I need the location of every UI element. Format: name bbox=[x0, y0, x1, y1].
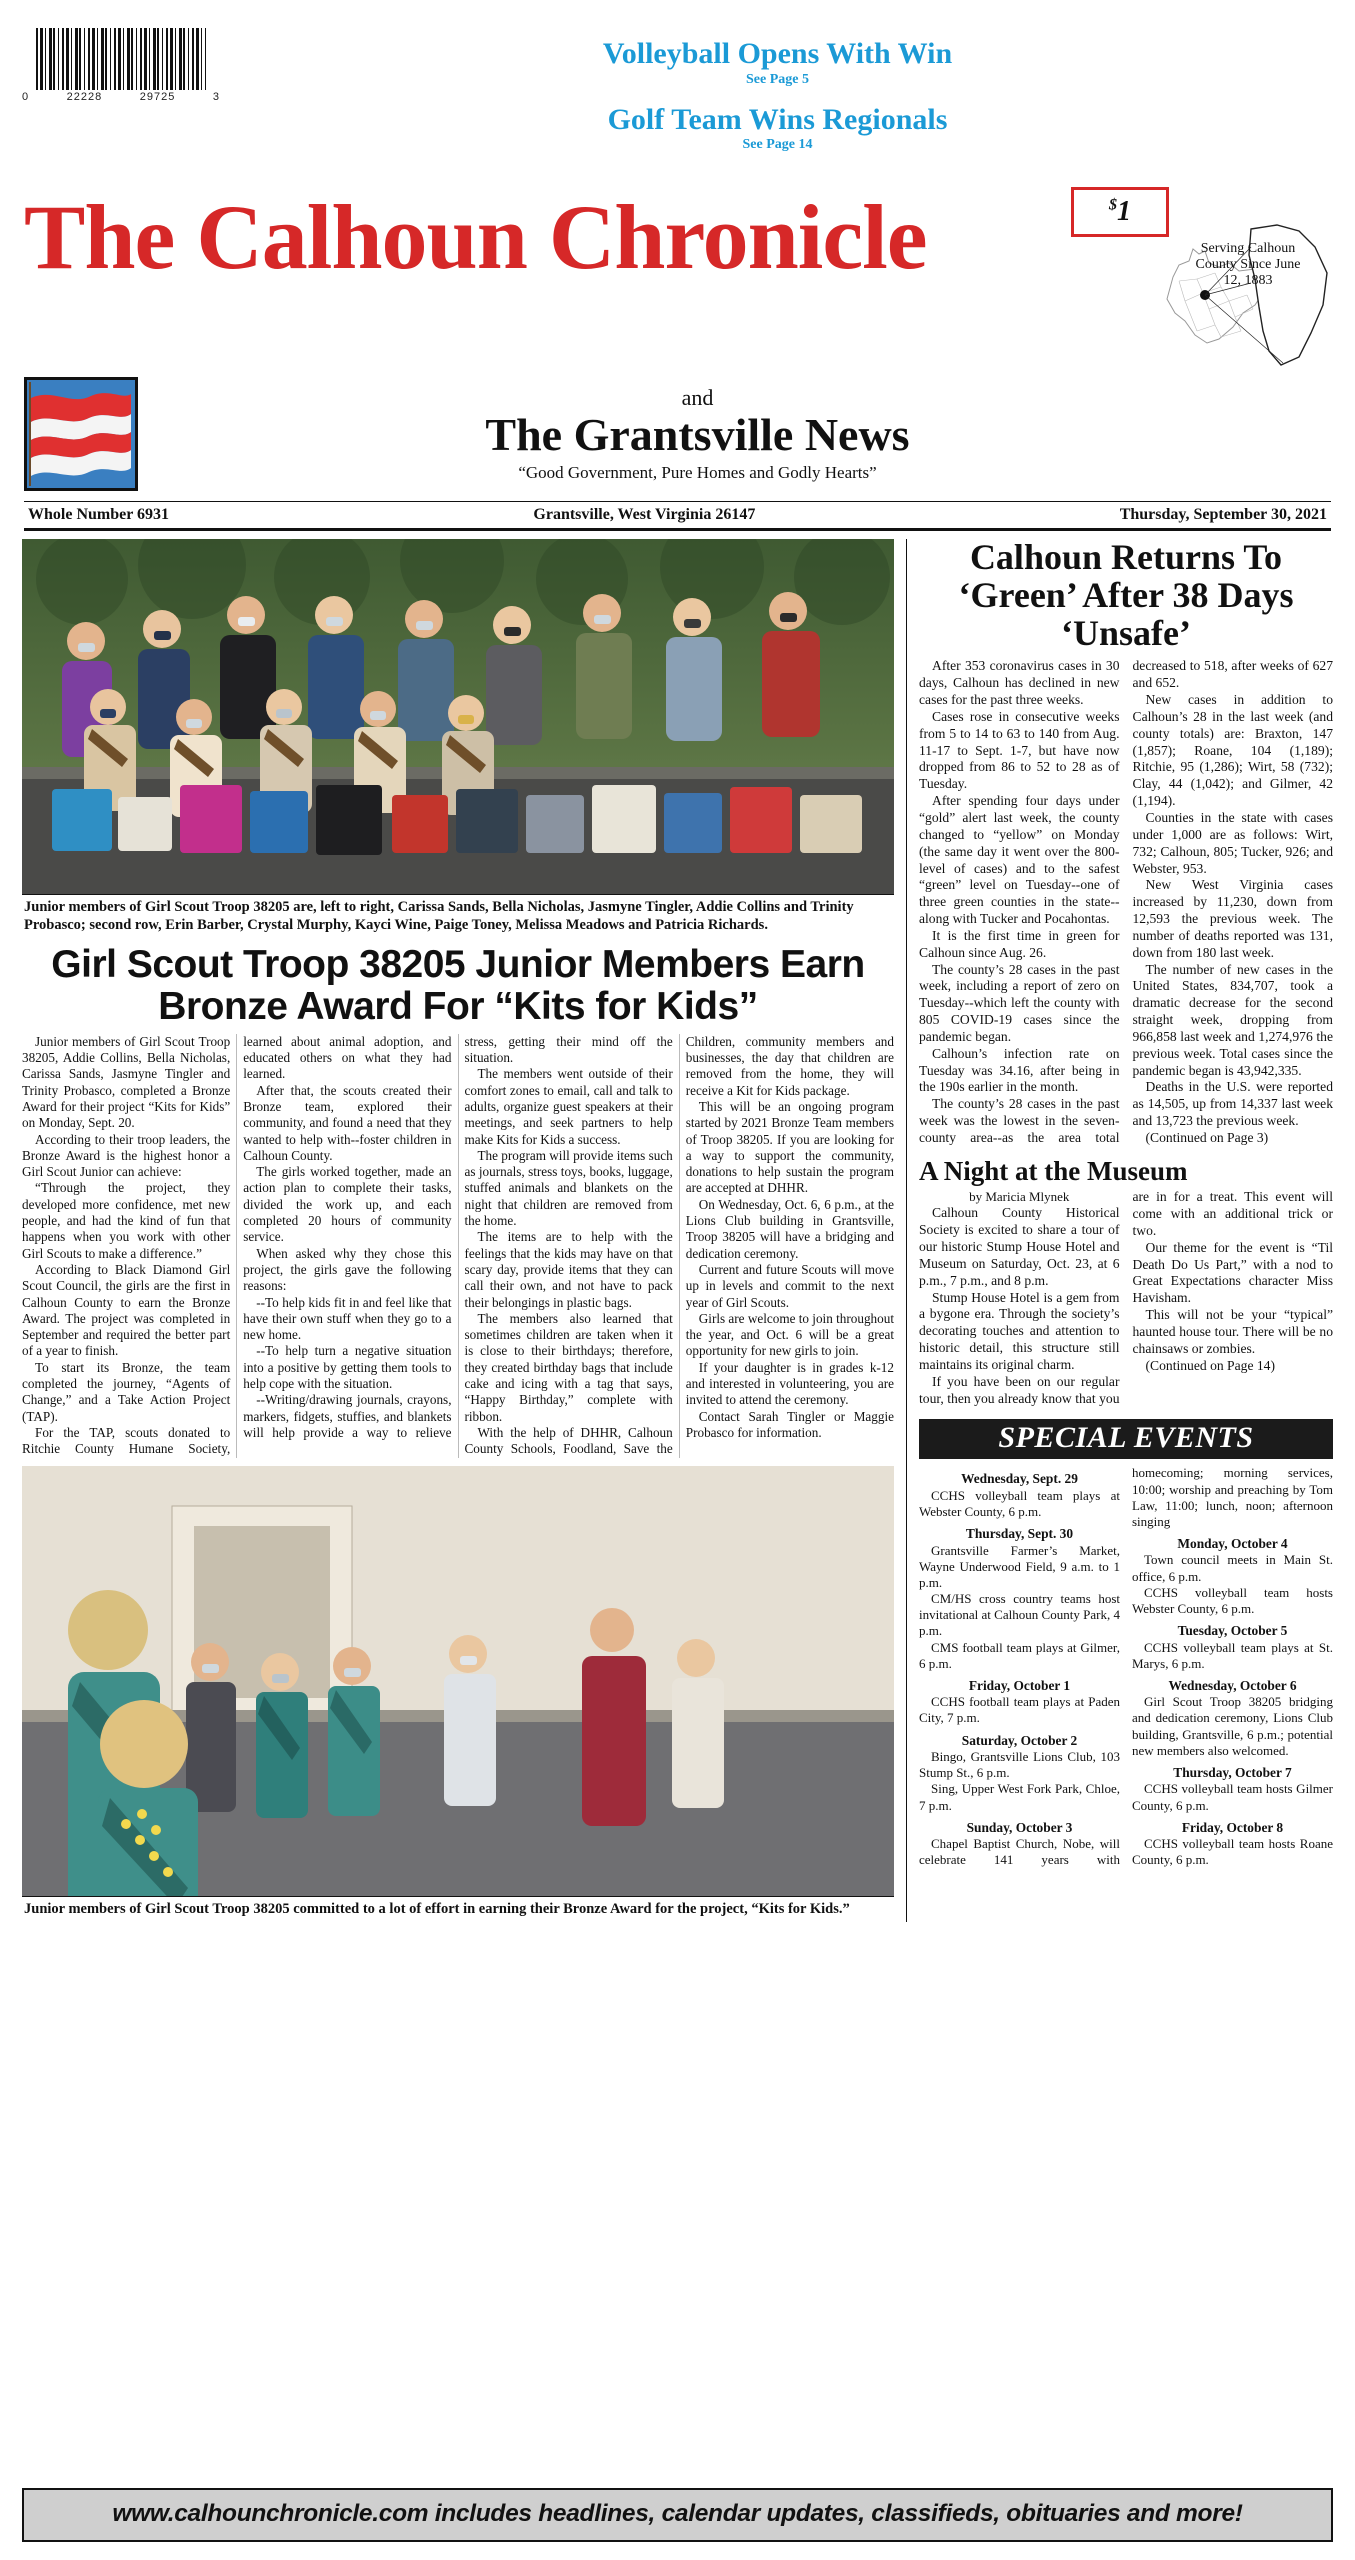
article-paragraph: Junior members of Girl Scout Troop 38205, Addie Collins, Bella Nicholas, Carissa Sands, Jasmyne Tingler and Trinity Probasco, completed a Bronze Award for their project “Kits for Kids” on Monday, Sept. 20. bbox=[22, 1033, 231, 1131]
masthead-and-word: and bbox=[681, 385, 714, 410]
article-paragraph: After that, the scouts created their Bronze team, explored their community, and found a need that they wanted to help with--foster children in Calhoun County. bbox=[243, 1082, 452, 1163]
article-paragraph: The girls worked together, made an action plan to complete their tasks, divided the work up, and each completed 20 hours of community service. bbox=[243, 1164, 452, 1245]
article-paragraph: Girls are welcome to join throughout the year, and Oct. 6 will be a great opportunity for new girls to join. bbox=[685, 1310, 894, 1359]
price-amount: 1 bbox=[1117, 196, 1131, 227]
covid-headline[interactable]: Calhoun Returns To ‘Green’ After 38 Days ‘Unsafe’ bbox=[958, 537, 1294, 653]
museum-article-body bbox=[919, 1189, 1333, 1407]
event-item: Chapel Baptist Church, Nobe, will celebrate 141 years with homecoming; morning services, 10:00; worship and preaching by Tom Law, 11:00; lunch, noon; afternoon singing bbox=[919, 1465, 1333, 1868]
masthead-title: The Calhoun Chronicle bbox=[24, 186, 927, 288]
serving-text: Serving Calhoun County Since June 12, 1883 bbox=[1195, 241, 1301, 289]
barcode-group1: 22228 bbox=[66, 91, 103, 103]
article-paragraph: When asked why they chose this project, the girls gave the following reasons: bbox=[243, 1245, 452, 1294]
dateline-bar bbox=[24, 501, 1331, 531]
right-column bbox=[906, 539, 1333, 1922]
event-day-label: Tuesday, October 5 bbox=[1177, 1622, 1288, 1638]
article-paragraph: With the help of DHHR, Calhoun County Schools, Foodland, Save the Children, community members and businesses, the day that children are removed from the home, they will receive a Kit for Kids package. bbox=[464, 1033, 894, 1457]
event-item: Bingo, Grantsville Lions Club, 103 Stump St., 6 p.m. bbox=[919, 1749, 1120, 1781]
event-item: Town council meets in Main St. office, 6 p.m. bbox=[1132, 1552, 1333, 1584]
event-item: CCHS volleyball team hosts Webster County, 6 p.m. bbox=[1132, 1584, 1333, 1616]
article-paragraph: Deaths in the U.S. were reported as 14,505, up from 14,337 last week and 13,723 the previous week. bbox=[1132, 1079, 1333, 1129]
event-item: CMS football team plays at Gilmer, 6 p.m. bbox=[919, 1639, 1120, 1671]
article-paragraph: --Writing/drawing journals, crayons, markers, fidgets, stuffies, and blankets will help provide a way to relieve stress, getting their mind off the situation. bbox=[243, 1033, 673, 1440]
article-paragraph: Our theme for the event is “Til Death Do Us Part,” with a nod to Great Expectations character Miss Havisham. bbox=[1132, 1239, 1333, 1306]
article-paragraph: The program will provide items such as journals, stress toys, books, luggage, stuffed animals and blankets on the night that children are removed from the home. bbox=[464, 1147, 673, 1229]
article-paragraph: The items are to help with the feelings that the kids may have on that scary day, provide items that they can call their own, and not have to pack their belongings in plastic bags. bbox=[464, 1229, 673, 1310]
barcode-image bbox=[36, 28, 206, 90]
article-paragraph: Contact Sarah Tingler or Maggie Probasco for information. bbox=[685, 1408, 894, 1440]
article-paragraph: New West Virginia cases increased by 11,230, down from 12,593 the previous week. The number of deaths reported was 131, down from 180 last week. bbox=[1132, 877, 1333, 960]
event-day-label: Thursday, October 7 bbox=[1173, 1764, 1292, 1780]
article-paragraph: The number of new cases in the United States, 834,707, took a dramatic decrease for the second straight week, dropping from 966,858 last week and 1,274,976 the previous week. Total cases since the pandemic began is 43,942,335. bbox=[1132, 961, 1333, 1078]
article-paragraph: Counties in the state with cases under 1,000 are as follows: Wirt, 732; Calhoun, 805; Tucker, 926; and Webster, 953. bbox=[1132, 809, 1333, 876]
continued-note[interactable]: (Continued on Page 3) bbox=[1145, 1130, 1269, 1146]
article-paragraph: It is the first time in green for Calhoun since Aug. 26. bbox=[919, 927, 1120, 960]
event-item: CCHS football team plays at Paden City, 7 p.m. bbox=[919, 1694, 1120, 1726]
article-paragraph: To start its Bronze, the team completed the journey, “Agents of Change,” and a Take Action Project (TAP). bbox=[22, 1359, 231, 1424]
price-symbol: $ bbox=[1109, 196, 1117, 214]
article-paragraph: The county’s 28 cases in the past week was the lowest in the seven-county area--as the area total decreased to 518, after weeks of 627 and 652. bbox=[919, 658, 1333, 1146]
article-paragraph: According to Black Diamond Girl Scout Council, the girls are the first in Calhoun County to earn the Bronze Award. The project was completed in September and required the better part of a year to finish. bbox=[22, 1261, 231, 1359]
event-item: CM/HS cross country teams host invitational at Calhoun County Park, 4 p.m. bbox=[919, 1591, 1120, 1639]
event-item: CCHS volleyball team hosts Roane County, 6 p.m. bbox=[1132, 1836, 1333, 1868]
event-day-label: Sunday, October 3 bbox=[966, 1819, 1073, 1835]
barcode-block bbox=[22, 28, 222, 103]
article-paragraph: The county’s 28 cases in the past week, including a report of zero on Tuesday--which left the county with 805 COVID-19 cases since the pandemic began. bbox=[919, 961, 1120, 1044]
issue-date: Thursday, September 30, 2021 bbox=[1119, 506, 1327, 523]
event-item: CCHS volleyball team plays at Webster County, 6 p.m. bbox=[919, 1488, 1120, 1520]
article-paragraph: “Through the project, they developed more confidence, met new people, and had the kind of fun that happens when you work with other Girl Scouts to make a difference.” bbox=[22, 1180, 231, 1261]
barcode-group2: 29725 bbox=[139, 91, 176, 103]
event-item: Grantsville Farmer’s Market, Wayne Underwood Field, 9 a.m. to 1 p.m. bbox=[919, 1542, 1120, 1591]
event-item: CCHS volleyball team hosts Gilmer County, 6 p.m. bbox=[1132, 1781, 1333, 1813]
museum-headline[interactable]: A Night at the Museum bbox=[919, 1155, 1188, 1186]
photo-2-caption: Junior members of Girl Scout Troop 38205 committed to a lot of effort in earning their Bronze Award for the project, “Kits for Kids.” bbox=[22, 1896, 894, 1923]
event-day-label: Wednesday, Sept. 29 bbox=[961, 1471, 1078, 1487]
article-paragraph: For the TAP, scouts donated to Ritchie County Humane Society, learned about animal adoption, and educated others on what they had learned. bbox=[22, 1033, 452, 1457]
event-day-label: Thursday, Sept. 30 bbox=[965, 1526, 1074, 1542]
article-paragraph: Calhoun’s infection rate on Tuesday was 34.16, after being in the 190s earlier in the month. bbox=[919, 1045, 1120, 1095]
teaser-headlines bbox=[222, 28, 1333, 169]
main-content bbox=[22, 539, 1333, 1922]
left-column bbox=[22, 539, 894, 1922]
event-item: Sing, Upper West Fork Park, Chloe, 7 p.m. bbox=[919, 1781, 1120, 1813]
article-paragraph: If your daughter is in grades k-12 and interested in volunteering, you are invited to attend the ceremony. bbox=[685, 1359, 894, 1408]
article-paragraph: This will be an ongoing program started by 2021 Bronze Team members of Troop 38205. If you are looking for a way to support the community, donations to help sustain the program are accepted at DHHR. bbox=[685, 1099, 894, 1196]
barcode-left-digit: 0 bbox=[22, 91, 30, 103]
article-paragraph: --To help kids fit in and feel like that have their own stuff when they go to a new home. bbox=[243, 1294, 452, 1343]
barcode-right-digit: 3 bbox=[212, 91, 220, 103]
article-paragraph: If you have been on our regular tour, then you already know that you are in for a treat. This event will come with an additional trick or two. bbox=[919, 1189, 1333, 1406]
continued-note[interactable]: (Continued on Page 14) bbox=[1145, 1357, 1275, 1373]
event-day-label: Monday, October 4 bbox=[1177, 1535, 1288, 1551]
top-strip bbox=[0, 0, 1355, 185]
whole-number: Whole Number 6931 bbox=[28, 506, 170, 523]
article-paragraph: Cases rose in consecutive weeks from 5 to 14 to 63 to 140 from Aug. 11-17 to Sept. 1-7, but have now dropped from 86 to 52 to 28 as of Tuesday. bbox=[919, 708, 1120, 792]
article-paragraph: --To help turn a negative situation into a positive by getting them tools to help cope with the situation. bbox=[243, 1343, 452, 1392]
teaser-subline-1[interactable]: See Page 5 bbox=[746, 71, 809, 87]
article-paragraph: After 353 coronavirus cases in 30 days, Calhoun has declined in new cases for the past three weeks. bbox=[919, 658, 1120, 708]
barcode-digits bbox=[22, 91, 220, 103]
article-paragraph: Current and future Scouts will move up in levels and commit to the next year of Girl Scouts. bbox=[685, 1261, 894, 1310]
teaser-headline-1[interactable]: Volleyball Opens With Win bbox=[602, 37, 953, 70]
american-flag-icon bbox=[24, 377, 138, 491]
masthead-motto: “Good Government, Pure Homes and Godly Hearts” bbox=[518, 463, 877, 483]
event-item: Girl Scout Troop 38205 bridging and dedication ceremony, Lions Club building, Grantsville, 6 p.m.; potential new members also welcomed. bbox=[1132, 1694, 1333, 1758]
event-day-label: Friday, October 8 bbox=[1181, 1819, 1284, 1835]
article-paragraph: On Wednesday, Oct. 6, 6 p.m., at the Lions Club building in Grantsville, Troop 38205 will have a bridging and dedication ceremony. bbox=[685, 1196, 894, 1261]
special-events-banner: SPECIAL EVENTS bbox=[919, 1419, 1333, 1459]
special-events-list bbox=[919, 1465, 1333, 1868]
photo-1-caption: Junior members of Girl Scout Troop 38205 are, left to right, Carissa Sands, Bella Nicholas, Jasmyne Tingler, Addie Collins and Trinity Probasco; second row, Erin Barber, Crystal Murphy, Kayci Wine, Paige Toney, Melissa Meadows and Patricia Richards. bbox=[22, 894, 894, 938]
article-paragraph: The members went outside of their comfort zones to email, call and talk to adults, organize guest speakers at their meetings, and seek partners to help make Kits for Kids a success. bbox=[464, 1066, 673, 1147]
museum-byline: by Maricia Mlynek bbox=[969, 1189, 1070, 1205]
girl-scouts-group-photo bbox=[22, 539, 894, 894]
article-paragraph: New cases in addition to Calhoun’s 28 in the last week (and county totals) are: Braxton, 147 (1,857); Roane, 104 (1,189); Ritchie, 95 (1,286); Wirt, 58 (732); Clay, 44 (1,042); and Gilmer, 42 (1,194). bbox=[1132, 692, 1333, 809]
teaser-subline-2[interactable]: See Page 14 bbox=[742, 137, 813, 152]
masthead-secondary-title: The Grantsville News bbox=[485, 409, 910, 460]
article-paragraph: Calhoun County Historical Society is excited to share a tour of our historic Stump House Hotel and Museum on Saturday, Oct. 23, at 6 p.m., 7 p.m., and 8 p.m. bbox=[919, 1205, 1120, 1288]
price-badge bbox=[1071, 187, 1169, 237]
event-day-label: Saturday, October 2 bbox=[961, 1732, 1078, 1748]
teaser-headline-2[interactable]: Golf Team Wins Regionals bbox=[607, 102, 948, 136]
girl-scout-headline[interactable]: Girl Scout Troop 38205 Junior Members Earn Bronze Award For “Kits for Kids” bbox=[51, 943, 865, 1029]
sub-masthead bbox=[0, 385, 1355, 495]
place-line: Grantsville, West Virginia 26147 bbox=[533, 506, 756, 523]
article-paragraph: Stump House Hotel is a gem from a bygone era. Through the society’s decorating touches and attention to historic detail, this structure still maintains its original charm. bbox=[919, 1289, 1120, 1372]
article-paragraph: After spending four days under “gold” alert last week, the county changed to “yellow” on Monday (the same day it went over the 800-level of cases) and to the safest “green” level on Tuesday--one of three green counties in the state--along with Tucker and Pocahontas. bbox=[919, 793, 1120, 927]
event-item: CCHS volleyball team plays at St. Marys, 6 p.m. bbox=[1132, 1639, 1333, 1671]
girl-scouts-ceremony-photo bbox=[22, 1466, 894, 1896]
website-promo-banner[interactable]: www.calhounchronicle.com includes headlines, calendar updates, classifieds, obituaries and more! bbox=[22, 2488, 1333, 2542]
covid-article-body bbox=[919, 658, 1333, 1146]
article-paragraph: The members also learned that sometimes children are taken when it is close to their birthdays; therefore, they created birthday bags that include cake and icing with a tag that says, “Happy Birthday,” complete with ribbon. bbox=[464, 1310, 673, 1424]
article-paragraph: According to their troop leaders, the Bronze Award is the highest honor a Girl Scout Junior can achieve: bbox=[22, 1131, 231, 1180]
girl-scout-article-body bbox=[22, 1034, 894, 1458]
masthead bbox=[0, 185, 1355, 385]
event-day-label: Wednesday, October 6 bbox=[1168, 1677, 1297, 1693]
event-day-label: Friday, October 1 bbox=[968, 1677, 1071, 1693]
article-paragraph: This will not be your “typical” haunted house tour. There will be no chainsaws or zombies. bbox=[1132, 1307, 1333, 1356]
